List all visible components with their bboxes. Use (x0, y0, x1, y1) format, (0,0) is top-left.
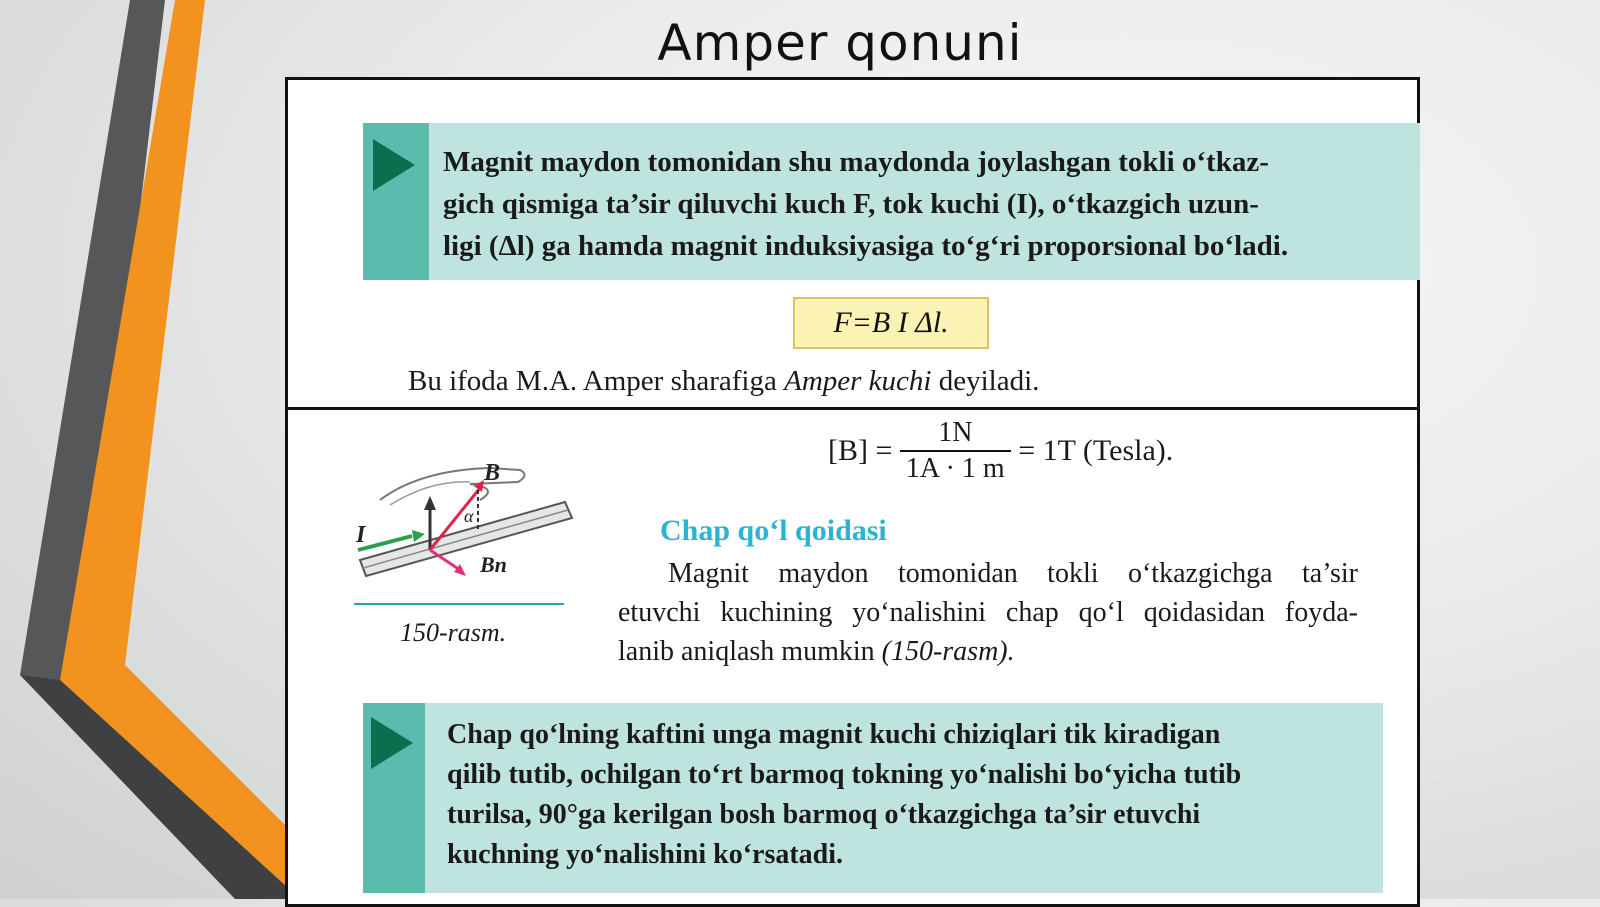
slide-title: Amper qonuni (657, 14, 1023, 72)
definition-line: Magnit maydon tomonidan shu maydonda joylashgan tokli o‘tkaz- (443, 146, 1269, 178)
unit-numerator: 1N (900, 416, 1011, 452)
orange-stripe (60, 0, 320, 899)
play-icon (371, 717, 413, 769)
definition-text (443, 141, 1403, 267)
rule-box-text (447, 715, 1367, 875)
rule-box (363, 703, 1383, 893)
definition-line: ligi (Δl) ga hamda magnit induksiyasiga to‘g‘ri proporsional bo‘ladi. (443, 230, 1289, 262)
rule-box-line: turilsa, 90°ga kerilgan bosh barmoq o‘tkazgichga ta’sir etuvchi (447, 799, 1201, 830)
unit-formula (828, 416, 1173, 486)
definition-line: gich qismiga ta’sir qiluvchi kuch F, tok kuchi (I), o‘tkazgich uzun- (443, 188, 1259, 220)
unit-lhs: [B] = (828, 434, 893, 467)
rule-box-line: qilib tutib, ochilgan to‘rt barmoq tokning yo‘nalishi bo‘yicha tutib (447, 759, 1242, 790)
figure-reference: (150-rasm). (881, 636, 1015, 667)
formula-box: F=B I Δl. (793, 297, 989, 349)
rule-line-last: lanib aniqlash mumkin (150-rasm). (618, 636, 1015, 667)
ampere-force-term: Amper kuchi (784, 365, 932, 397)
angle-label: α (464, 506, 474, 526)
ampere-sentence: Bu ifoda M.A. Amper sharafiga Amper kuchi deyiladi. (408, 365, 1040, 397)
rule-box-line: kuchning yo‘nalishini ko‘rsatadi. (447, 839, 844, 870)
left-hand-figure (350, 450, 580, 590)
rule-line: etuvchi kuchining yo‘nalishini chap qo‘l qoidasidan foyda- (618, 597, 1358, 628)
figure-caption: 150-rasm. (400, 618, 507, 647)
play-icon (373, 139, 415, 191)
field-label: B (484, 460, 501, 486)
field-normal-label: Bn (480, 552, 507, 577)
current-label: I (356, 522, 366, 548)
unit-rhs: = 1T (Tesla). (1018, 434, 1174, 467)
left-hand-rule-text (618, 554, 1358, 671)
rule-line: Magnit maydon tomonidan tokli o‘tkazgichga ta’sir (668, 558, 1358, 589)
definition-panel (285, 77, 1420, 411)
figure-divider (354, 603, 564, 605)
hand-outline (380, 468, 525, 500)
law-panel (285, 407, 1420, 907)
rule-box-line: Chap qo‘lning kaftini unga magnit kuchi chiziqlari tik kiradigan (447, 719, 1221, 750)
decorative-stripes (0, 0, 320, 899)
unit-fraction (900, 416, 1011, 486)
left-hand-rule-heading: Chap qo‘l qoidasi (660, 514, 887, 547)
definition-box (363, 123, 1420, 280)
unit-denominator: 1A · 1 m (905, 453, 1005, 484)
